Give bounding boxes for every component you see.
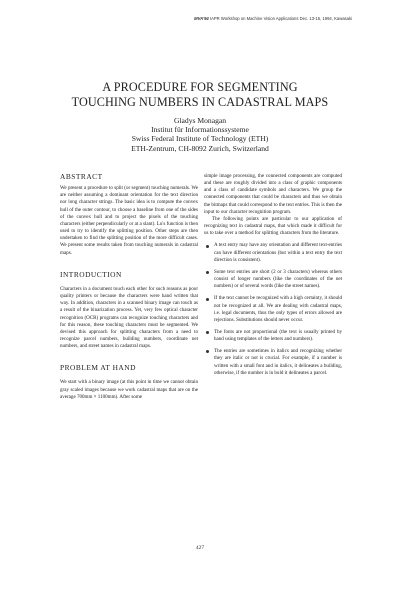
page-number: 427 bbox=[195, 545, 205, 551]
list-item: The fonts are not proportional (the text is usually printed by hand using templates of the letters and numbers). bbox=[204, 329, 342, 343]
title-line-1: A PROCEDURE FOR SEGMENTING bbox=[102, 80, 298, 94]
right-column bbox=[204, 173, 342, 377]
author-affiliation-2: Swiss Federal Institute of Technology (ETH) bbox=[131, 134, 269, 144]
author-affiliation-1: Institut für Informationssysteme bbox=[151, 125, 249, 135]
conference-header bbox=[194, 16, 352, 21]
title-line-2: TOUCHING NUMBERS IN CADASTRAL MAPS bbox=[71, 94, 329, 109]
left-column bbox=[60, 173, 198, 401]
list-item: The entries are sometimes in italics and recognizing whether they are italic or not is crucial. For example, if a number is written with a small font and in italics, it delineates a building, otherwise, if the number is in bold it delineates a parcel. bbox=[204, 348, 342, 377]
author-block bbox=[0, 116, 400, 153]
list-item: A text entry may have any orientation and different text-entries can have different orientations (but within a text entry the text direction is consistent). bbox=[204, 242, 342, 263]
list-item: Some text entries are short (2 or 3 characters) whereas others consist of longer numbers (like the coordinates of the net numbers) or of several words (like the street names). bbox=[204, 269, 342, 290]
problem-body: We start with a binary image (at this point in time we cannot obtain gray scaled images because we work cadastral maps that are on the average 700mm × 1100mm). After some bbox=[60, 379, 198, 400]
author-name: Gladys Monagan bbox=[173, 116, 227, 125]
venue-details: IAPR Workshop on Machine Vision Applications Dec. 13-15, 1994, Kawasaki bbox=[209, 16, 352, 21]
list-item: If the text cannot be recognized with a high certainty, it should not be recognized at all. We are dealing with cadastral maps, i.e. legal documents, thus the only types of errors allowed are rejections. Substitutions should never occur. bbox=[204, 295, 342, 324]
introduction-heading: INTRODUCTION bbox=[60, 269, 122, 279]
right-paragraph-1: simple image processing, the connected components are computed and these are roughly divided into a class of graphic components and a class of candidate symbols and characters. We group the connected components that could be characters and thus we obtain the bitmaps that could correspond to the text entries. This is then the input to our character recognition program. bbox=[204, 173, 342, 215]
paper-title bbox=[0, 80, 400, 109]
author-address: ETH-Zentrum, CH-8092 Zurich, Switzerland bbox=[131, 143, 269, 153]
requirements-list bbox=[204, 242, 342, 377]
introduction-body: Characters in a document touch each other for such reasons as poor quality printers or because the characters were hand written that way. In addition, characters in a scanned binary image can touch as a result of the binarization process. Yet, very few optical character recognition (OCR) programs can recognize touching characters and for this reason, these touching characters must be segmented. We devised this approach for splitting characters from a need to recognize parcel numbers, building numbers, coordinate net numbers, and street names in cadastral maps. bbox=[60, 285, 198, 350]
abstract-heading: ABSTRACT bbox=[60, 172, 103, 181]
right-paragraph-2: The following points are particular to our application of recognizing text in cadastral maps, that which made it difficult for us to take over a method for splitting characters from the literature. bbox=[204, 215, 342, 237]
venue-label: MVA'94 bbox=[194, 16, 209, 21]
abstract-body: We present a procedure to split (or segment) touching numerals. We are neither assuming a dominant orientation for the text direction nor long character strings. The basic idea is to compute the convex hull of the outer contour, to choose a baseline from one of the sides of the convex hull and to project the pixels of the touching characters (either perpendicularly or at a slant). Lu's function is then used to try to identify the splitting position. Other steps are then undertaken to find the splitting position of the more difficult cases. We present some results taken from touching numerals in cadastral maps. bbox=[60, 185, 198, 256]
problem-heading: PROBLEM AT HAND bbox=[60, 363, 136, 373]
